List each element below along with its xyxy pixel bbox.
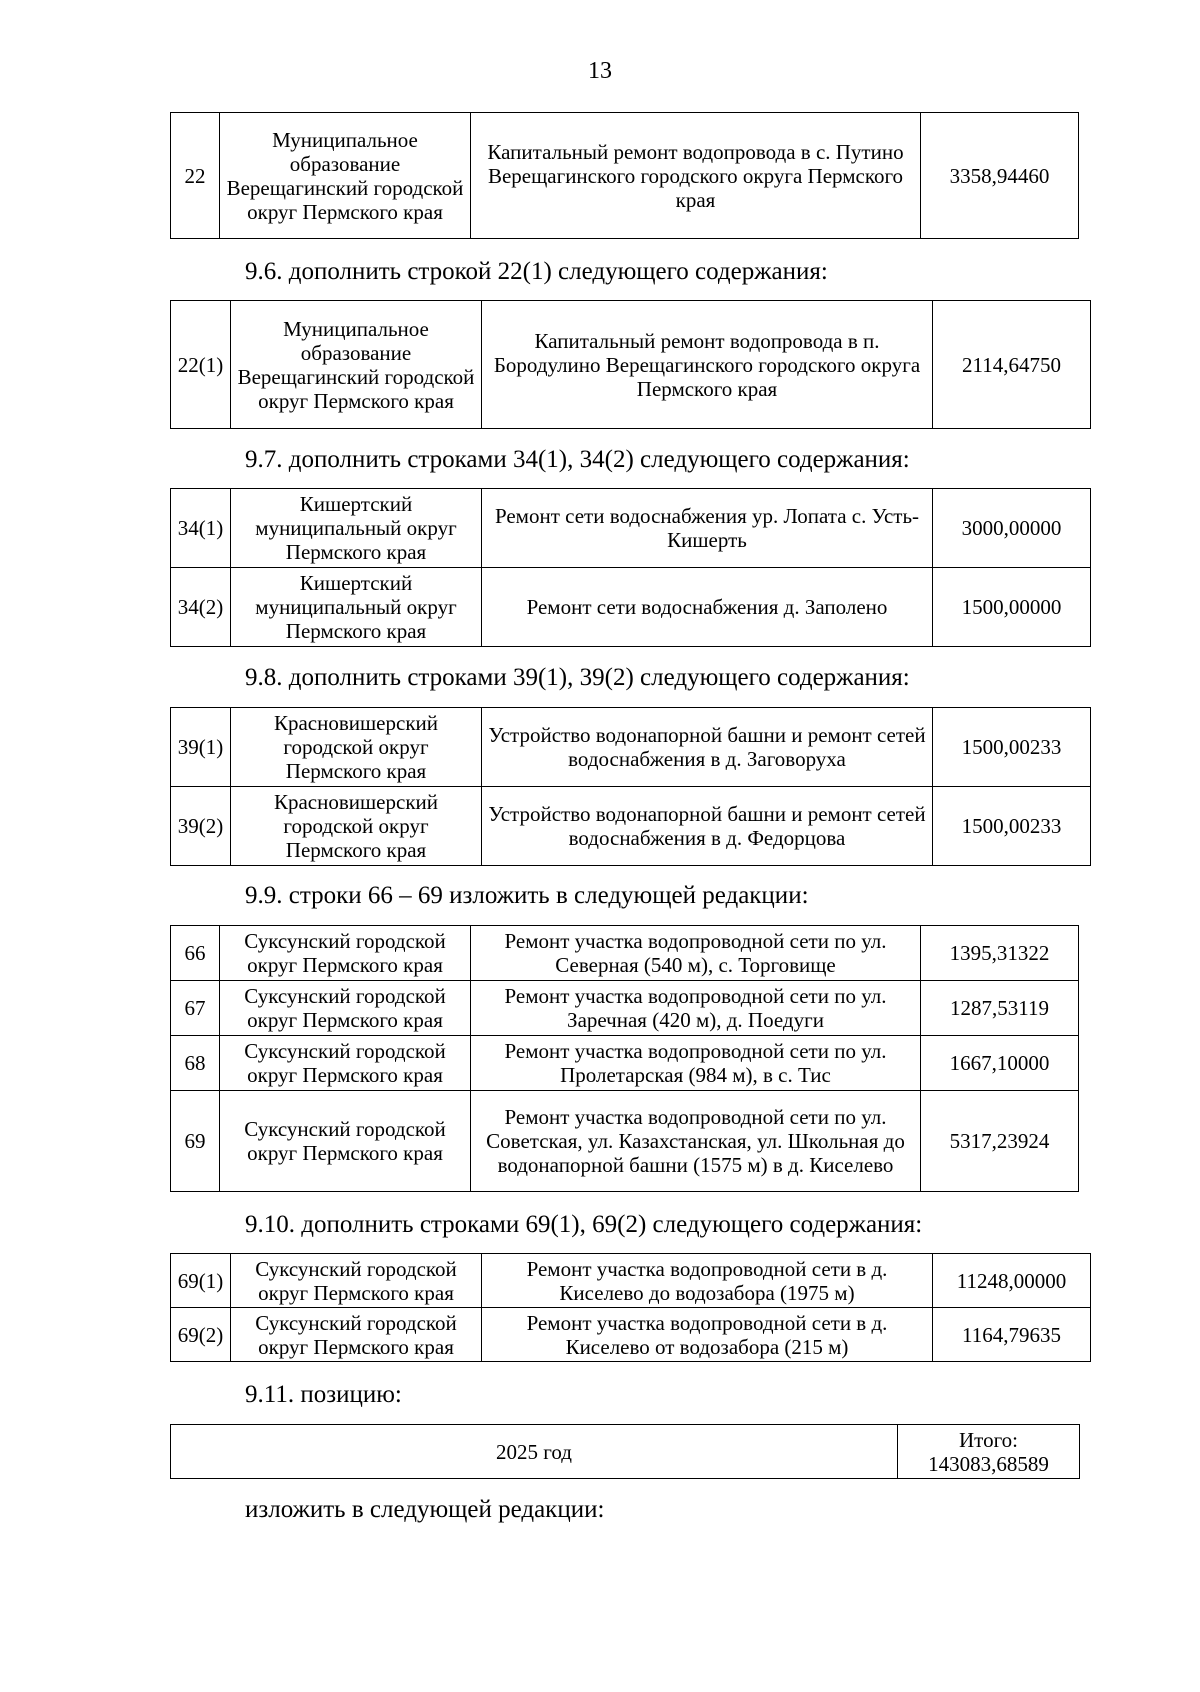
amount-cell: 1500,00233 bbox=[933, 708, 1091, 787]
row-number: 69(1) bbox=[171, 1254, 231, 1308]
table-row bbox=[171, 301, 1091, 429]
work-description-cell: Ремонт сети водоснабжения ур. Лопата с. Усть-Кишерть bbox=[482, 489, 933, 568]
work-description-cell: Ремонт участка водопроводной сети по ул. Заречная (420 м), д. Поедуги bbox=[471, 981, 921, 1036]
amount-cell: 1395,31322 bbox=[921, 926, 1079, 981]
municipality-cell: Муниципальное образование Верещагинский городской округ Пермского края bbox=[220, 113, 471, 239]
work-description-cell: Устройство водонапорной башни и ремонт сетей водоснабжения в д. Заговоруха bbox=[482, 708, 933, 787]
row-number: 34(1) bbox=[171, 489, 231, 568]
work-description-cell: Капитальный ремонт водопровода в с. Путино Верещагинского городского округа Пермского края bbox=[471, 113, 921, 239]
row-number: 69 bbox=[171, 1091, 220, 1192]
total-cell bbox=[898, 1425, 1080, 1479]
table-9-8 bbox=[170, 707, 1091, 866]
work-description-cell: Ремонт участка водопроводной сети по ул. Пролетарская (984 м), в с. Тис bbox=[471, 1036, 921, 1091]
row-number: 22 bbox=[171, 113, 220, 239]
table-9-9 bbox=[170, 925, 1079, 1192]
heading-9-8: 9.8. дополнить строками 39(1), 39(2) следующего содержания: bbox=[245, 664, 910, 691]
municipality-cell: Суксунский городской округ Пермского края bbox=[220, 981, 471, 1036]
heading-9-9: 9.9. строки 66 – 69 изложить в следующей редакции: bbox=[245, 882, 809, 909]
table-row bbox=[171, 568, 1091, 647]
page-number: 13 bbox=[588, 58, 612, 84]
heading-9-6: 9.6. дополнить строкой 22(1) следующего содержания: bbox=[245, 258, 828, 285]
work-description-cell: Устройство водонапорной башни и ремонт сетей водоснабжения в д. Федорцова bbox=[482, 787, 933, 866]
row-number: 67 bbox=[171, 981, 220, 1036]
closing-text: изложить в следующей редакции: bbox=[245, 1496, 605, 1523]
work-description-cell: Ремонт участка водопроводной сети по ул. Советская, ул. Казахстанская, ул. Школьная до водонапорной башни (1575 м) в д. Киселево bbox=[471, 1091, 921, 1192]
amount-cell: 5317,23924 bbox=[921, 1091, 1079, 1192]
total-label: Итого: bbox=[959, 1427, 1018, 1452]
heading-9-7: 9.7. дополнить строками 34(1), 34(2) следующего содержания: bbox=[245, 446, 910, 473]
municipality-cell: Суксунский городской округ Пермского края bbox=[231, 1308, 482, 1362]
table-row bbox=[171, 708, 1091, 787]
table-row bbox=[171, 113, 1079, 239]
amount-cell: 3000,00000 bbox=[933, 489, 1091, 568]
total-value: 143083,68589 bbox=[928, 1451, 1049, 1476]
municipality-cell: Суксунский городской округ Пермского края bbox=[220, 1091, 471, 1192]
work-description-cell: Ремонт сети водоснабжения д. Заполено bbox=[482, 568, 933, 647]
row-number: 68 bbox=[171, 1036, 220, 1091]
row-number: 39(1) bbox=[171, 708, 231, 787]
heading-9-10: 9.10. дополнить строками 69(1), 69(2) следующего содержания: bbox=[245, 1211, 923, 1238]
table-row bbox=[171, 981, 1079, 1036]
amount-cell: 1667,10000 bbox=[921, 1036, 1079, 1091]
municipality-cell: Суксунский городской округ Пермского края bbox=[220, 926, 471, 981]
row-number: 69(2) bbox=[171, 1308, 231, 1362]
municipality-cell: Красновишерский городской округ Пермского края bbox=[231, 787, 482, 866]
amount-cell: 1164,79635 bbox=[933, 1308, 1091, 1362]
table-row bbox=[171, 1091, 1079, 1192]
municipality-cell: Муниципальное образование Верещагинский городской округ Пермского края bbox=[231, 301, 482, 429]
year-cell: 2025 год bbox=[171, 1425, 898, 1479]
table-row bbox=[171, 926, 1079, 981]
work-description-cell: Ремонт участка водопроводной сети по ул. Северная (540 м), с. Торговище bbox=[471, 926, 921, 981]
heading-9-11: 9.11. позицию: bbox=[245, 1381, 402, 1408]
amount-cell: 3358,94460 bbox=[921, 113, 1079, 239]
row-number: 22(1) bbox=[171, 301, 231, 429]
work-description-cell: Ремонт участка водопроводной сети в д. Киселево от водозабора (215 м) bbox=[482, 1308, 933, 1362]
table-9-11 bbox=[170, 1424, 1080, 1479]
row-number: 39(2) bbox=[171, 787, 231, 866]
municipality-cell: Кишертский муниципальный округ Пермского края bbox=[231, 568, 482, 647]
table-row bbox=[171, 1425, 1080, 1479]
table-row-22 bbox=[170, 112, 1079, 239]
amount-cell: 11248,00000 bbox=[933, 1254, 1091, 1308]
table-row bbox=[171, 787, 1091, 866]
table-9-6 bbox=[170, 300, 1091, 429]
table-row bbox=[171, 1036, 1079, 1091]
table-9-10 bbox=[170, 1253, 1091, 1362]
row-number: 66 bbox=[171, 926, 220, 981]
municipality-cell: Суксунский городской округ Пермского края bbox=[231, 1254, 482, 1308]
amount-cell: 1500,00000 bbox=[933, 568, 1091, 647]
amount-cell: 1500,00233 bbox=[933, 787, 1091, 866]
work-description-cell: Капитальный ремонт водопровода в п. Бородулино Верещагинского городского округа Пермского края bbox=[482, 301, 933, 429]
table-row bbox=[171, 1308, 1091, 1362]
table-row bbox=[171, 489, 1091, 568]
municipality-cell: Красновишерский городской округ Пермского края bbox=[231, 708, 482, 787]
table-row bbox=[171, 1254, 1091, 1308]
municipality-cell: Кишертский муниципальный округ Пермского края bbox=[231, 489, 482, 568]
work-description-cell: Ремонт участка водопроводной сети в д. Киселево до водозабора (1975 м) bbox=[482, 1254, 933, 1308]
table-9-7 bbox=[170, 488, 1091, 647]
municipality-cell: Суксунский городской округ Пермского края bbox=[220, 1036, 471, 1091]
amount-cell: 2114,64750 bbox=[933, 301, 1091, 429]
amount-cell: 1287,53119 bbox=[921, 981, 1079, 1036]
row-number: 34(2) bbox=[171, 568, 231, 647]
